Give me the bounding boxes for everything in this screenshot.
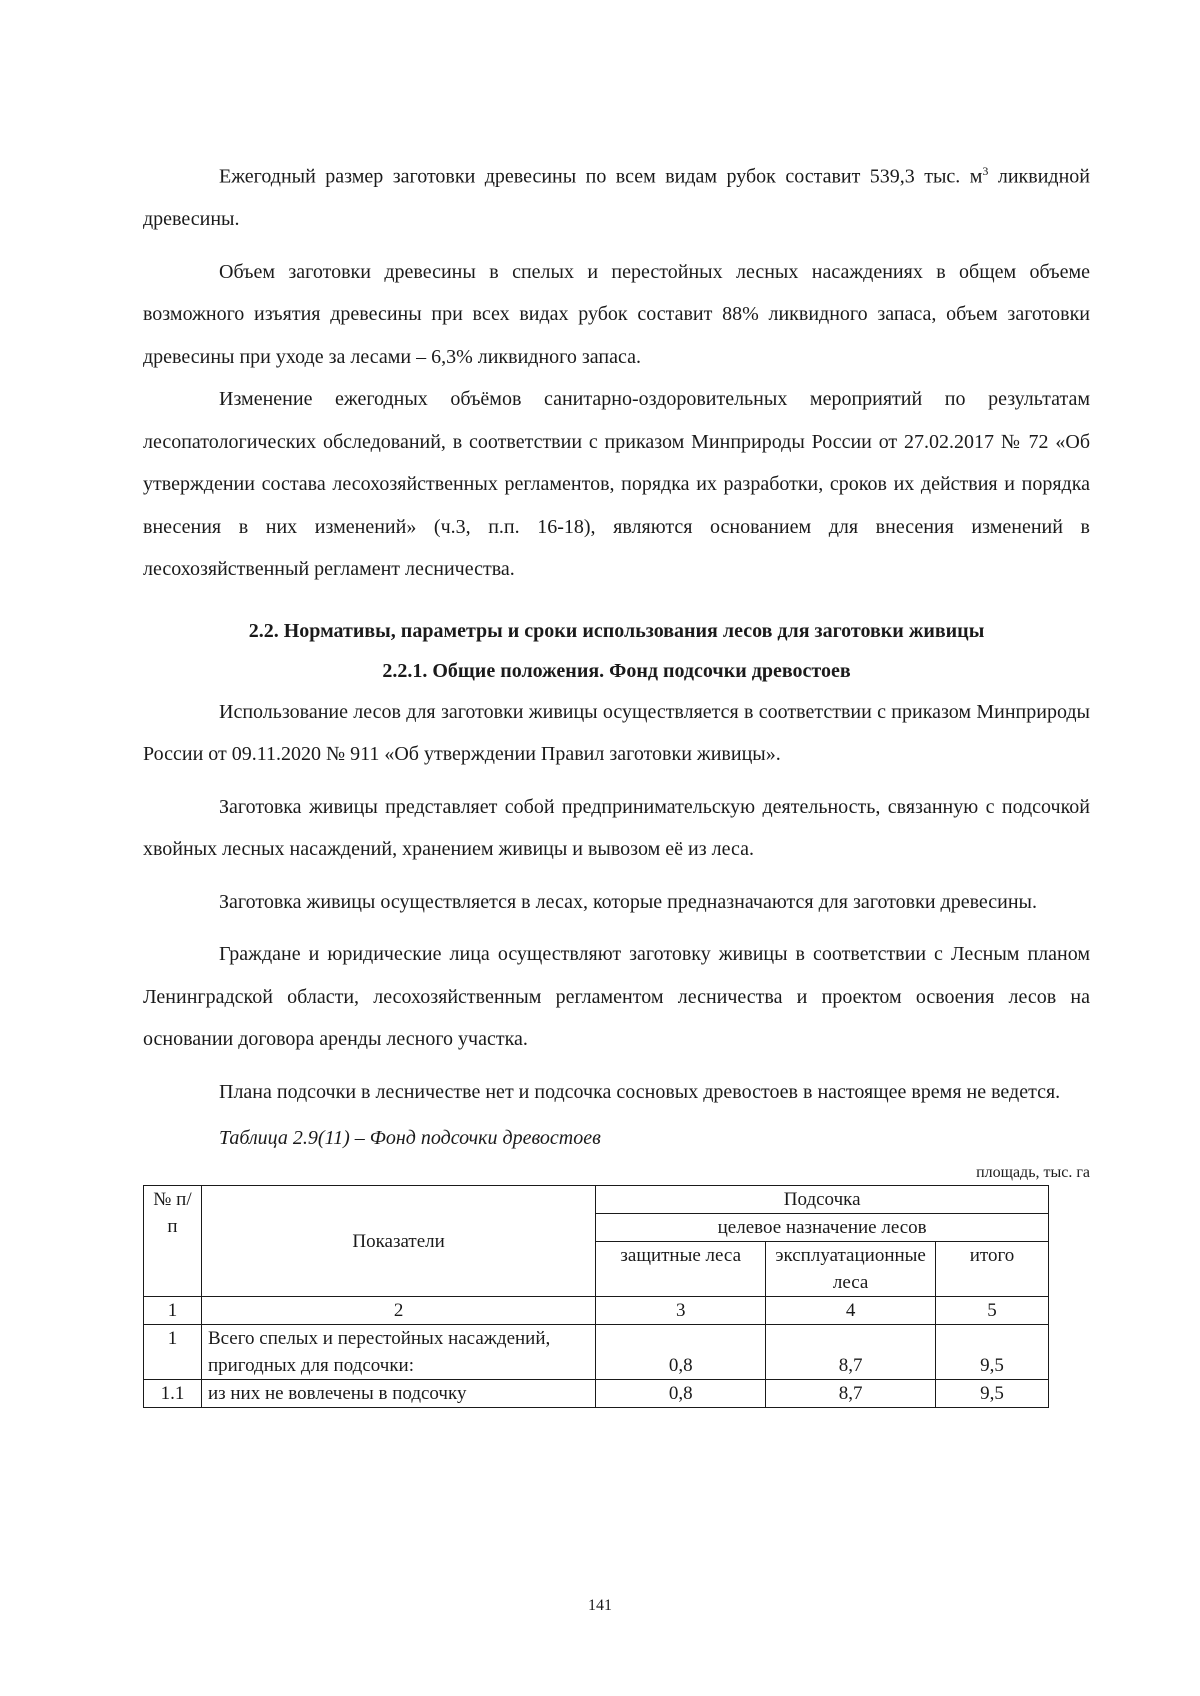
- paragraph-sanitary-measures: Изменение ежегодных объёмов санитарно-оздоровительных мероприятий по результатам лесопатологических обследований, в соответствии с приказом Минприроды России от 27.02.2017 № 72 «Об утверждении состава лесохозяйственных регламентов, порядка их разработки, сроков их действия и порядка внесения в них изменений» (ч.3, п.п. 16-18), являются основанием для внесения изменений в лесохозяйственный регламент лесничества.: [143, 388, 1090, 581]
- paragraph-resin-forests: Заготовка живицы осуществляется в лесах, которые предназначаются для заготовки древесины.: [219, 890, 1037, 913]
- table-caption: Таблица 2.9(11) – Фонд подсочки древостоев: [219, 1127, 601, 1150]
- column-number: 1: [144, 1297, 202, 1325]
- table-row: [144, 1325, 1049, 1380]
- subsection-heading: 2.2.1. Общие положения. Фонд подсочки древостоев: [382, 659, 851, 682]
- header-num: № п/п: [144, 1186, 202, 1297]
- column-number: 5: [936, 1297, 1049, 1325]
- row-protective: 0,8: [596, 1325, 766, 1380]
- document-page: [143, 150, 1090, 1408]
- paragraph-resin-definition: Заготовка живицы представляет собой предпринимательскую деятельность, связанную с подсочкой хвойных лесных насаждений, хранением живицы и вывозом её из леса.: [143, 795, 1090, 861]
- paragraph-no-tapping-plan: Плана подсочки в лесничестве нет и подсочка сосновых древостоев в настоящее время не ведется.: [219, 1080, 1061, 1103]
- header-indicators: Показатели: [201, 1186, 595, 1297]
- paragraph-harvest-share: Объем заготовки древесины в спелых и перестойных лесных насаждениях в общем объеме возможного изъятия древесины при всех видах рубок составит 88% ликвидного запаса, объем заготовки древесины при уходе за лесами – 6,3% ликвидного запаса.: [143, 260, 1090, 368]
- row-num: 1: [144, 1325, 202, 1380]
- superscript-cubic: 3: [982, 164, 989, 178]
- row-name: Всего спелых и перестойных насаждений, пригодных для подсочки:: [201, 1325, 595, 1380]
- paragraph-resin-legal: Граждане и юридические лица осуществляют заготовку живицы в соответствии с Лесным планом Ленинградской области, лесохозяйственным регламентом лесничества и проектом освоения лесов на основании договора аренды лесного участка.: [143, 943, 1090, 1051]
- row-num: 1.1: [144, 1380, 202, 1408]
- row-total: 9,5: [936, 1325, 1049, 1380]
- row-exploitation: 8,7: [766, 1380, 936, 1408]
- header-group: Подсочка: [596, 1186, 1049, 1214]
- header-total: итого: [936, 1242, 1049, 1297]
- column-number: 3: [596, 1297, 766, 1325]
- row-name: из них не вовлечены в подсочку: [201, 1380, 595, 1408]
- header-protective: защитные леса: [596, 1242, 766, 1297]
- tapping-fund-table: [143, 1185, 1049, 1408]
- paragraph-annual-volume: Ежегодный размер заготовки древесины по всем видам рубок составит 539,3 тыс. $м^3$ ликвидной древесины.: [143, 164, 1090, 231]
- section-heading: 2.2. Нормативы, параметры и сроки использования лесов для заготовки живицы: [248, 619, 985, 642]
- table-row: [144, 1380, 1049, 1408]
- column-number: 4: [766, 1297, 936, 1325]
- column-numbers-row: [144, 1297, 1049, 1325]
- column-number: 2: [201, 1297, 595, 1325]
- paragraph-resin-usage: Использование лесов для заготовки живицы осуществляется в соответствии с приказом Минприроды России от 09.11.2020 № 911 «Об утверждении Правил заготовки живицы».: [143, 700, 1090, 766]
- header-exploitation: эксплуатационные леса: [766, 1242, 936, 1297]
- header-subgroup: целевое назначение лесов: [596, 1214, 1049, 1242]
- page-number: 141: [588, 1597, 612, 1614]
- table-unit: площадь, тыс. га: [976, 1164, 1090, 1182]
- row-exploitation: 8,7: [766, 1325, 936, 1380]
- row-total: 9,5: [936, 1380, 1049, 1408]
- row-protective: 0,8: [596, 1380, 766, 1408]
